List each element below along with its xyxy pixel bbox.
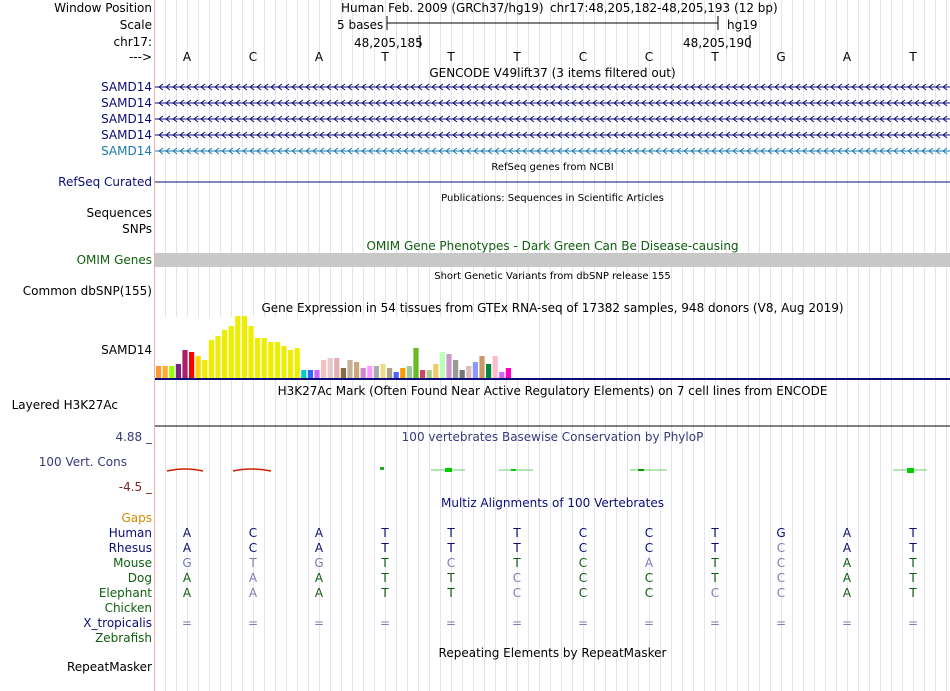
alignment-base: = (247, 616, 259, 630)
gtex-bar[interactable] (394, 372, 399, 378)
alignment-base: = (577, 616, 589, 630)
species-label[interactable]: Human (108, 526, 152, 540)
reference-base: A (842, 50, 852, 64)
alignment-base: C (578, 571, 588, 585)
gtex-bar[interactable] (295, 348, 300, 378)
alignment-base: A (314, 526, 324, 540)
alignment-base: A (248, 571, 258, 585)
gtex-bar[interactable] (341, 368, 346, 378)
gtex-bar[interactable] (301, 370, 306, 378)
alignment-base: T (381, 541, 389, 555)
gtex-bar[interactable] (314, 370, 319, 378)
refseq-track-title: RefSeq genes from NCBI (491, 162, 614, 173)
alignment-base: G (776, 526, 786, 540)
alignment-base: G (314, 556, 324, 570)
alignment-base: T (711, 526, 719, 540)
gencode-item-label[interactable]: SAMD14 (101, 80, 152, 94)
gtex-bar[interactable] (281, 346, 286, 378)
gencode-item-label[interactable]: SAMD14 (101, 112, 152, 126)
alignment-base: A (248, 586, 258, 600)
gaps-label: Gaps (121, 511, 152, 525)
alignment-base: T (711, 556, 719, 570)
reference-base: A (314, 50, 324, 64)
scale-db: hg19 (727, 18, 758, 32)
h3k27ac-baseline (155, 425, 950, 429)
gtex-bar[interactable] (427, 370, 432, 378)
alignment-base: A (644, 556, 654, 570)
gtex-bar[interactable] (387, 368, 392, 378)
gtex-track-title: Gene Expression in 54 tissues from GTEx RNA-seq of 17382 samples, 948 donors (V8, Aug 2019) (261, 301, 844, 315)
alignment-base: A (314, 586, 324, 600)
gtex-bar[interactable] (215, 336, 220, 378)
track-labels-column (0, 0, 154, 691)
alignment-base: T (447, 526, 455, 540)
alignment-base: C (512, 571, 522, 585)
gtex-bar[interactable] (334, 358, 339, 378)
gtex-bar[interactable] (446, 354, 451, 378)
alignment-base: C (578, 586, 588, 600)
gtex-bar[interactable] (466, 366, 471, 378)
multiz-track-title: Multiz Alignments of 100 Vertebrates (440, 496, 665, 510)
alignment-base: C (578, 556, 588, 570)
omim-feature-bar[interactable] (155, 253, 950, 267)
omim-track-label[interactable]: OMIM Genes (76, 253, 152, 267)
region-text: chr17:48,205,182-48,205,193 (12 bp) (550, 1, 778, 15)
gtex-bar[interactable] (499, 372, 504, 378)
coord-right: 48,205,190 (683, 36, 752, 50)
alignment-base: T (513, 556, 521, 570)
gtex-bar[interactable] (308, 370, 313, 378)
repeatmasker-track-title: Repeating Elements by RepeatMasker (438, 646, 667, 660)
alignment-base: C (248, 541, 258, 555)
publications-track-title: Publications: Sequences in Scientific Articles (441, 193, 664, 204)
refseq-track-label[interactable]: RefSeq Curated (58, 175, 152, 189)
phylop-ymax-label: 4.88 _ (115, 430, 152, 444)
species-label[interactable]: Elephant (98, 586, 152, 600)
alignment-base: G (182, 556, 192, 570)
alignment-base: = (379, 616, 391, 630)
alignment-base: A (182, 571, 192, 585)
alignment-base: C (644, 586, 654, 600)
phylop-ymin-label: -4.5 _ (118, 480, 152, 494)
gtex-bar[interactable] (242, 316, 247, 378)
alignment-base: C (776, 571, 786, 585)
alignment-base: T (909, 571, 917, 585)
scale-label: Scale (119, 18, 152, 32)
alignment-base: A (842, 526, 852, 540)
alignment-base: C (710, 586, 720, 600)
alignment-base: T (381, 586, 389, 600)
gtex-bar[interactable] (354, 362, 359, 378)
gtex-bar[interactable] (156, 366, 161, 378)
alignment-base: A (314, 571, 324, 585)
alignment-base: = (643, 616, 655, 630)
reference-base: T (381, 50, 389, 64)
alignment-base: = (445, 616, 457, 630)
gtex-bar[interactable] (453, 360, 458, 378)
alignment-base: T (249, 556, 257, 570)
alignment-base: T (381, 571, 389, 585)
dbsnp-track-label[interactable]: Common dbSNP(155) (22, 284, 152, 298)
track-data-area[interactable] (155, 0, 950, 691)
alignment-base: T (381, 526, 389, 540)
reference-base: C (248, 50, 258, 64)
h3k27ac-track-title: H3K27Ac Mark (Often Found Near Active Regulatory Elements) on 7 cell lines from ENCODE (277, 384, 828, 398)
alignment-base: A (182, 586, 192, 600)
reference-base: A (182, 50, 192, 64)
alignment-base: T (381, 556, 389, 570)
gtex-bar[interactable] (486, 364, 491, 378)
alignment-base: C (776, 556, 786, 570)
alignment-base: = (775, 616, 787, 630)
strand-arrow-label: ---> (128, 50, 152, 64)
gtex-bar[interactable] (460, 370, 465, 378)
coord-left: 48,205,185 (354, 36, 423, 50)
gtex-bar[interactable] (367, 366, 372, 378)
gtex-bar[interactable] (248, 326, 253, 378)
alignment-base: = (181, 616, 193, 630)
alignment-base: A (182, 526, 192, 540)
window-position-label: Window Position (54, 1, 152, 15)
assembly-title: Human Feb. 2009 (GRCh37/hg19) (341, 1, 544, 15)
alignment-base: C (512, 586, 522, 600)
alignment-base: A (842, 586, 852, 600)
alignment-base: C (644, 541, 654, 555)
alignment-base: T (711, 541, 719, 555)
alignment-base: T (909, 586, 917, 600)
reference-base: T (513, 50, 521, 64)
gtex-bar[interactable] (182, 350, 187, 378)
alignment-base: C (776, 586, 786, 600)
gtex-bar[interactable] (506, 368, 511, 378)
alignment-base: C (644, 571, 654, 585)
gtex-bar[interactable] (420, 370, 425, 378)
repeatmasker-track-label[interactable]: RepeatMasker (66, 660, 152, 674)
species-label[interactable]: Zebrafish (95, 631, 152, 645)
gencode-item-label[interactable]: SAMD14 (101, 144, 152, 158)
gtex-bar[interactable] (473, 362, 478, 378)
omim-track-title: OMIM Gene Phenotypes - Dark Green Can Be Disease-causing (366, 239, 739, 253)
alignment-base: T (909, 556, 917, 570)
gtex-bar[interactable] (479, 356, 484, 378)
alignment-base: T (447, 541, 455, 555)
phylop-signal[interactable] (155, 462, 950, 482)
alignment-base: = (313, 616, 325, 630)
species-label[interactable]: Rhesus (108, 541, 152, 555)
dbsnp-track-title: Short Genetic Variants from dbSNP release 155 (434, 271, 671, 282)
scale-text: 5 bases (337, 18, 384, 32)
gtex-bar[interactable] (163, 366, 168, 378)
alignment-base: A (314, 541, 324, 555)
snps-track-label[interactable]: SNPs (122, 222, 152, 236)
chrom-label: chr17: (113, 35, 152, 49)
refseq-line[interactable] (155, 177, 950, 187)
alignment-base: T (909, 526, 917, 540)
gtex-bar[interactable] (255, 338, 260, 378)
gtex-bar[interactable] (433, 364, 438, 378)
species-label[interactable]: Mouse (113, 556, 152, 570)
gtex-bar[interactable] (493, 356, 498, 378)
gtex-bar[interactable] (176, 364, 181, 378)
alignment-base: T (447, 571, 455, 585)
alignment-base: C (644, 526, 654, 540)
reference-base: G (776, 50, 786, 64)
gtex-bar[interactable] (328, 358, 333, 378)
reference-base: C (578, 50, 588, 64)
alignment-base: T (513, 526, 521, 540)
alignment-base: C (578, 526, 588, 540)
alignment-base: T (513, 541, 521, 555)
alignment-base: A (182, 541, 192, 555)
gtex-bar[interactable] (413, 348, 418, 378)
gtex-bar[interactable] (361, 368, 366, 378)
alignment-base: C (776, 541, 786, 555)
sequences-track-label[interactable]: Sequences (86, 206, 152, 220)
gtex-bar[interactable] (235, 316, 240, 378)
gtex-bar[interactable] (380, 364, 385, 378)
reference-base: C (644, 50, 654, 64)
phylop-track-title: 100 vertebrates Basewise Conservation by PhyloP (401, 430, 704, 444)
reference-base: T (711, 50, 719, 64)
gtex-bar-chart[interactable] (155, 314, 950, 380)
gtex-bar[interactable] (189, 352, 194, 378)
gtex-track-label[interactable]: SAMD14 (101, 343, 152, 357)
alignment-base: = (841, 616, 853, 630)
reference-base: T (909, 50, 917, 64)
gencode-item-label[interactable]: SAMD14 (101, 96, 152, 110)
species-label[interactable]: Dog (127, 571, 152, 585)
alignment-base: = (511, 616, 523, 630)
gtex-bar[interactable] (407, 366, 412, 378)
gtex-bar[interactable] (347, 360, 352, 378)
gencode-transcripts[interactable] (155, 78, 950, 158)
gtex-bar[interactable] (229, 326, 234, 378)
alignment-base: A (842, 541, 852, 555)
gtex-bar[interactable] (202, 360, 207, 378)
alignment-base: = (709, 616, 721, 630)
alignment-base: C (578, 541, 588, 555)
alignment-base: A (842, 556, 852, 570)
alignment-base: C (446, 556, 456, 570)
gtex-bar[interactable] (196, 356, 201, 378)
gtex-bar[interactable] (262, 338, 267, 378)
gtex-bar[interactable] (275, 342, 280, 378)
gencode-item-label[interactable]: SAMD14 (101, 128, 152, 142)
alignment-base: C (248, 526, 258, 540)
alignment-base: T (909, 541, 917, 555)
gtex-bar[interactable] (321, 360, 326, 378)
gtex-bar[interactable] (374, 366, 379, 378)
gtex-bar[interactable] (209, 340, 214, 378)
alignment-base: T (447, 586, 455, 600)
phylop-track-label[interactable]: 100 Vert. Cons (38, 455, 127, 469)
species-label[interactable]: X_tropicalis (83, 616, 152, 630)
gencode-track-title: GENCODE V49lift37 (3 items filtered out) (429, 66, 676, 80)
species-label[interactable]: Chicken (104, 601, 152, 615)
alignment-base: A (842, 571, 852, 585)
gtex-bar[interactable] (288, 350, 293, 378)
gtex-bar[interactable] (440, 352, 445, 378)
gtex-bar[interactable] (169, 366, 174, 378)
alignment-base: T (711, 571, 719, 585)
h3k27ac-track-label[interactable]: Layered H3K27Ac (11, 398, 118, 412)
reference-base: T (447, 50, 455, 64)
gtex-bar[interactable] (268, 342, 273, 378)
gtex-bar[interactable] (400, 368, 405, 378)
gtex-bar[interactable] (222, 330, 227, 378)
alignment-base: = (907, 616, 919, 630)
